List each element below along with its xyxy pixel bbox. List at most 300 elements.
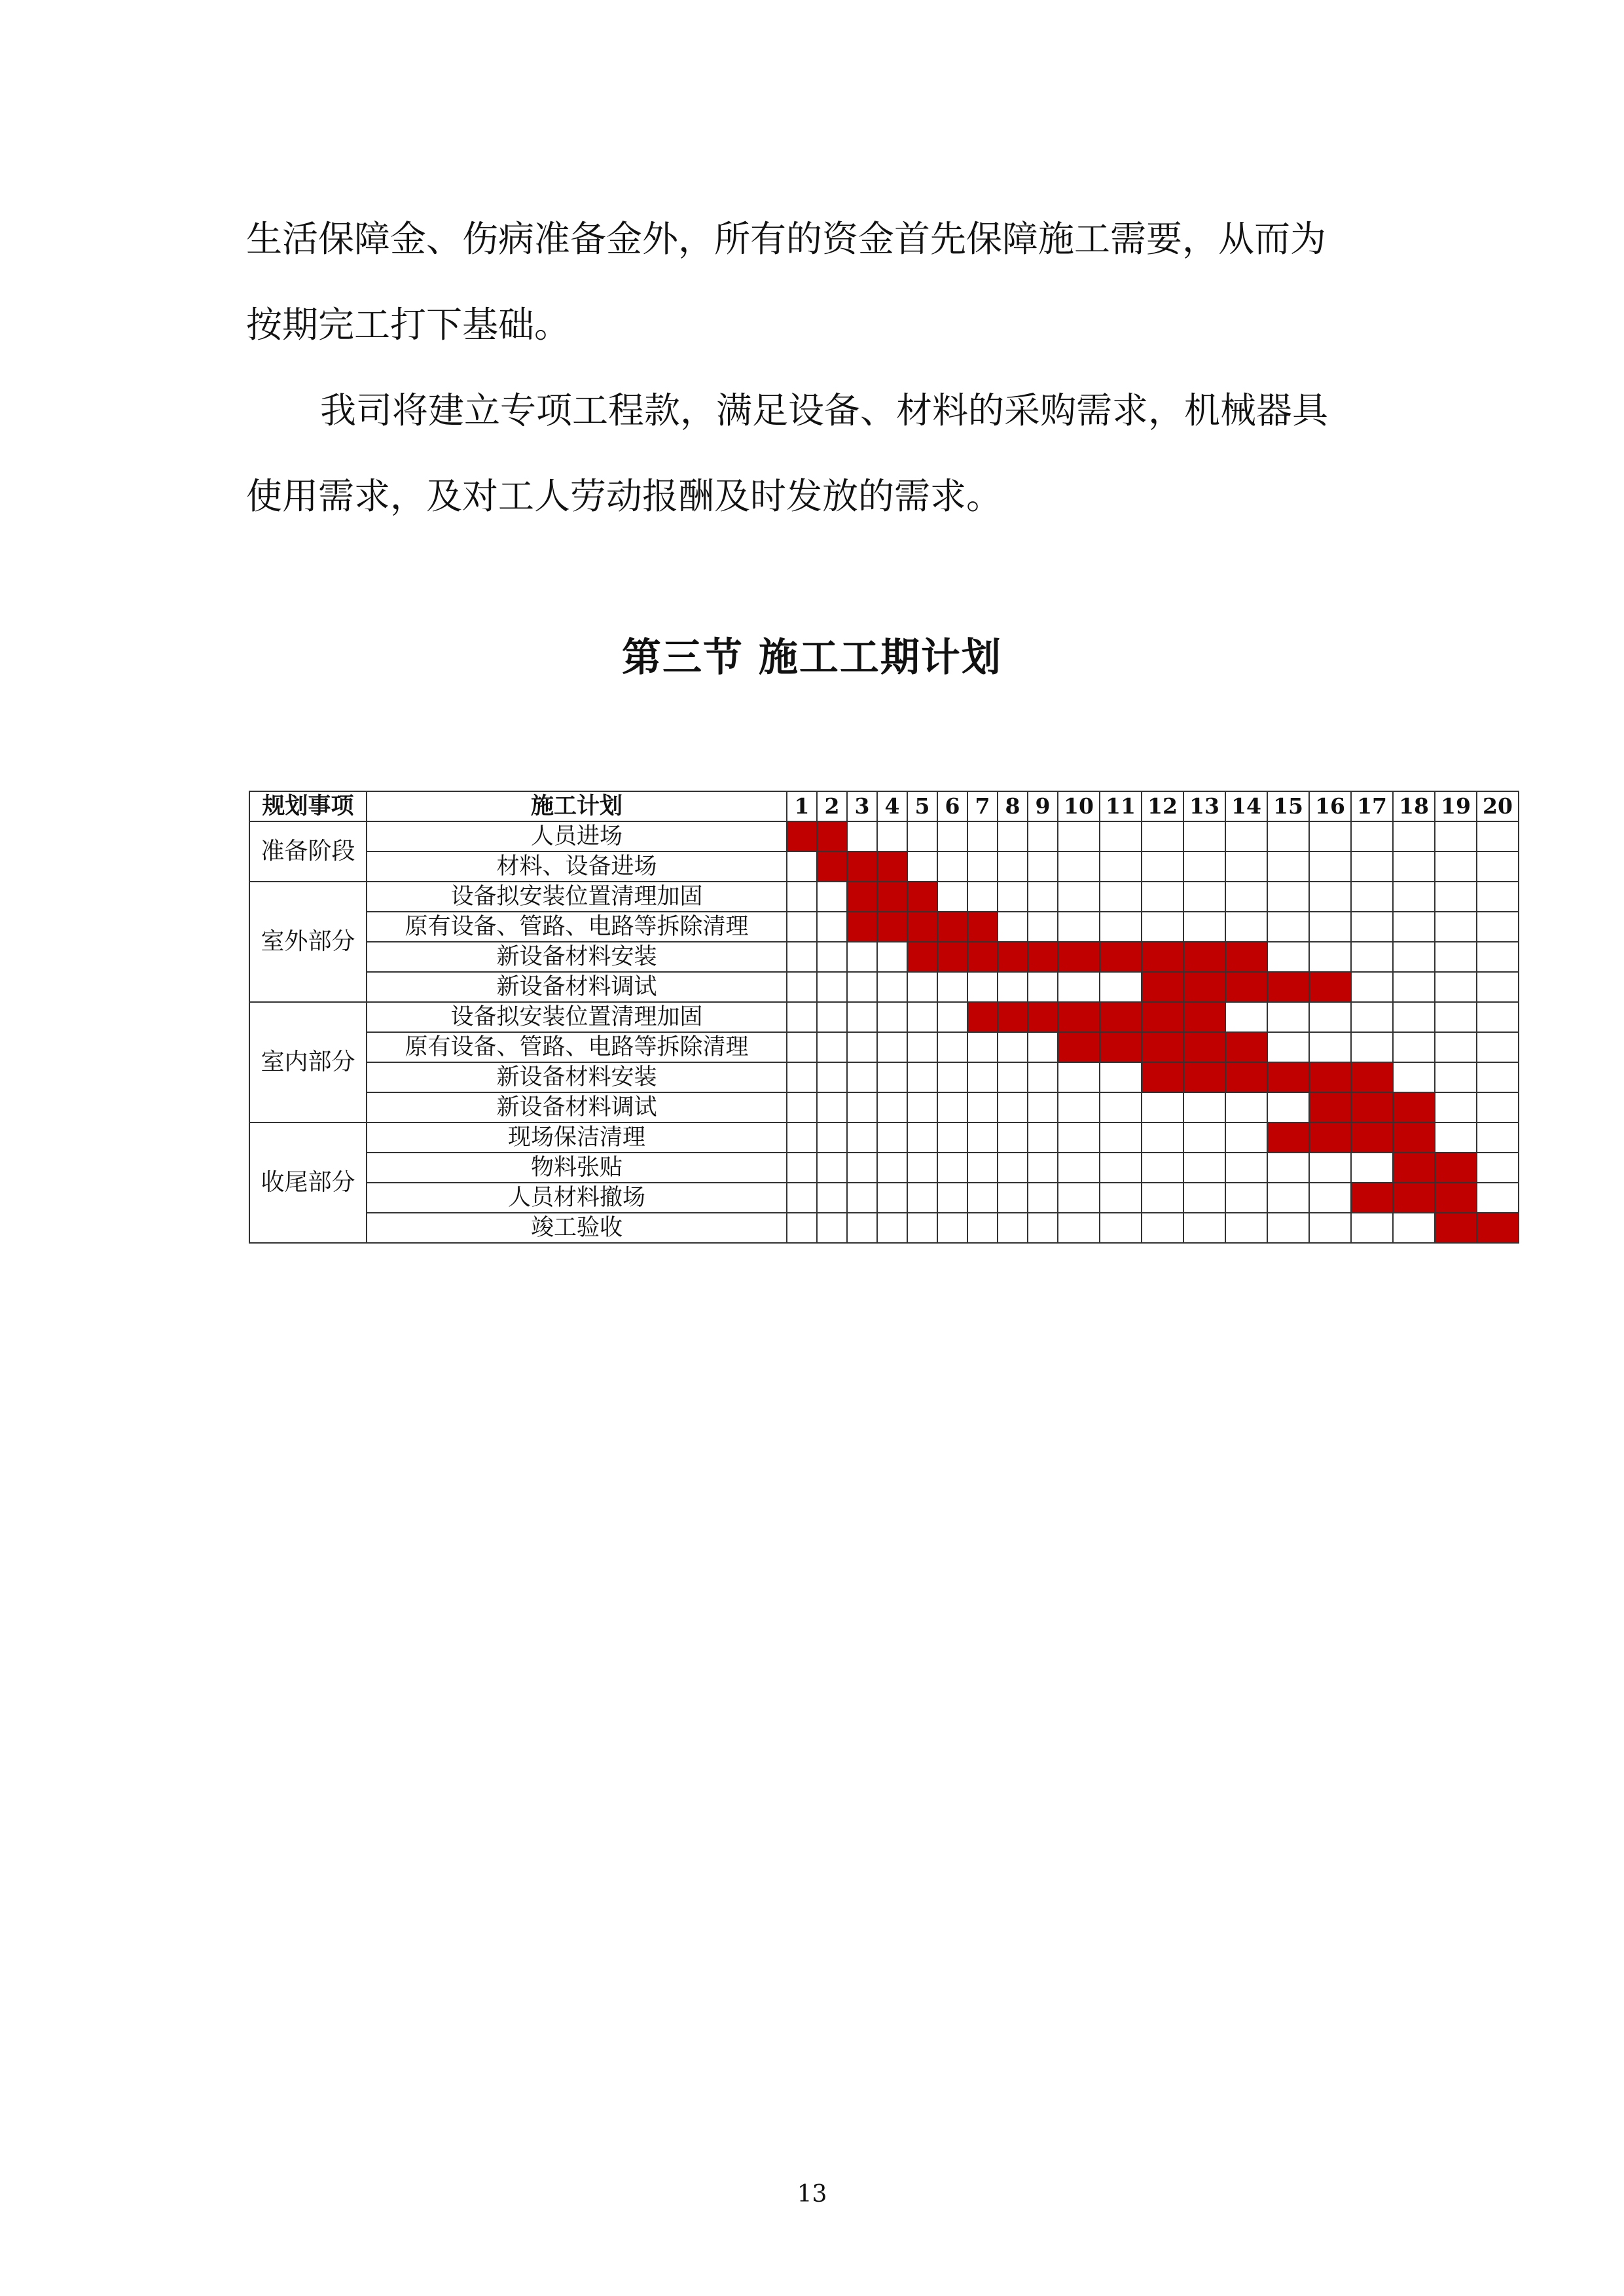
schedule-cell [787, 1092, 817, 1122]
schedule-cell-filled [1309, 1122, 1351, 1153]
header-task: 施工计划 [367, 791, 787, 821]
schedule-cell [937, 1153, 967, 1183]
schedule-cell [1309, 912, 1351, 942]
schedule-cell [1225, 821, 1267, 852]
schedule-cell [1267, 852, 1309, 882]
schedule-cell-filled [1351, 1122, 1393, 1153]
schedule-cell [967, 1153, 998, 1183]
schedule-cell [1225, 1153, 1267, 1183]
schedule-cell-filled [877, 852, 907, 882]
schedule-cell [1477, 972, 1519, 1002]
schedule-cell [1351, 912, 1393, 942]
schedule-cell [1477, 821, 1519, 852]
schedule-cell [967, 1183, 998, 1213]
table-row [249, 1002, 1519, 1032]
schedule-cell-filled [998, 1002, 1028, 1032]
schedule-cell [1477, 882, 1519, 912]
schedule-cell [1393, 1002, 1435, 1032]
schedule-cell [1351, 1213, 1393, 1243]
schedule-cell [1267, 942, 1309, 972]
schedule-cell [998, 1092, 1028, 1122]
schedule-cell [1183, 821, 1225, 852]
schedule-cell [1435, 882, 1477, 912]
table-row [249, 852, 1519, 882]
schedule-cell [817, 912, 847, 942]
schedule-cell-filled [1100, 1002, 1142, 1032]
schedule-cell [907, 1122, 937, 1153]
schedule-cell [847, 821, 877, 852]
schedule-cell [787, 972, 817, 1002]
schedule-cell-filled [1183, 972, 1225, 1002]
section-title: 第三节 施工工期计划 [622, 635, 1002, 681]
schedule-cell [1393, 942, 1435, 972]
schedule-cell [1267, 1183, 1309, 1213]
schedule-cell [1393, 972, 1435, 1002]
day-header-10: 10 [1058, 791, 1100, 821]
schedule-cell [1028, 882, 1058, 912]
schedule-cell [817, 1122, 847, 1153]
schedule-cell [1142, 1213, 1183, 1243]
schedule-cell [1435, 912, 1477, 942]
schedule-cell [1435, 1122, 1477, 1153]
schedule-cell [1225, 1002, 1267, 1032]
schedule-cell [1142, 882, 1183, 912]
schedule-cell [1393, 912, 1435, 942]
schedule-cell-filled [1309, 1062, 1351, 1092]
schedule-cell [998, 972, 1028, 1002]
schedule-cell-filled [817, 852, 847, 882]
schedule-cell-filled [1142, 942, 1183, 972]
schedule-cell [1435, 821, 1477, 852]
schedule-cell [937, 1183, 967, 1213]
schedule-cell [937, 972, 967, 1002]
schedule-cell [847, 1062, 877, 1092]
day-header-16: 16 [1309, 791, 1351, 821]
schedule-cell [907, 1183, 937, 1213]
schedule-cell-filled [1100, 942, 1142, 972]
schedule-cell [1028, 972, 1058, 1002]
schedule-cell-filled [1393, 1183, 1435, 1213]
schedule-cell-filled [1351, 1183, 1393, 1213]
task-label: 竣工验收 [367, 1213, 787, 1243]
schedule-cell [1267, 821, 1309, 852]
schedule-cell [1058, 821, 1100, 852]
schedule-cell [1058, 1092, 1100, 1122]
schedule-cell [1435, 1002, 1477, 1032]
schedule-cell [1351, 942, 1393, 972]
table-row [249, 1122, 1519, 1153]
schedule-cell [817, 1032, 847, 1062]
schedule-cell-filled [1477, 1213, 1519, 1243]
schedule-cell [1225, 1213, 1267, 1243]
day-header-2: 2 [817, 791, 847, 821]
schedule-cell [1351, 972, 1393, 1002]
day-header-4: 4 [877, 791, 907, 821]
schedule-cell [1309, 1183, 1351, 1213]
schedule-cell [1351, 1153, 1393, 1183]
day-header-1: 1 [787, 791, 817, 821]
schedule-cell [907, 1092, 937, 1122]
schedule-cell [1477, 1092, 1519, 1122]
schedule-cell [1183, 1122, 1225, 1153]
schedule-cell [1351, 882, 1393, 912]
schedule-cell-filled [1183, 1062, 1225, 1092]
schedule-cell [998, 852, 1028, 882]
schedule-cell [907, 1002, 937, 1032]
schedule-cell [787, 1032, 817, 1062]
schedule-cell-filled [1225, 1032, 1267, 1062]
schedule-cell-filled [1267, 1122, 1309, 1153]
schedule-cell-filled [1435, 1153, 1477, 1183]
schedule-cell [847, 1153, 877, 1183]
schedule-cell [1477, 1032, 1519, 1062]
schedule-cell [1142, 1092, 1183, 1122]
schedule-cell [847, 942, 877, 972]
schedule-cell [877, 1032, 907, 1062]
schedule-cell [1028, 1122, 1058, 1153]
schedule-cell [907, 1153, 937, 1183]
schedule-cell [1058, 1062, 1100, 1092]
day-header-14: 14 [1225, 791, 1267, 821]
schedule-cell-filled [907, 942, 937, 972]
schedule-cell [1477, 1002, 1519, 1032]
day-header-7: 7 [967, 791, 998, 821]
schedule-cell-filled [1351, 1092, 1393, 1122]
schedule-cell [1309, 1153, 1351, 1183]
schedule-cell [967, 852, 998, 882]
schedule-cell [877, 821, 907, 852]
schedule-cell [787, 942, 817, 972]
schedule-cell [1142, 1183, 1183, 1213]
schedule-cell-filled [1183, 1002, 1225, 1032]
schedule-cell [877, 1062, 907, 1092]
schedule-cell-filled [847, 912, 877, 942]
day-header-15: 15 [1267, 791, 1309, 821]
day-header-8: 8 [998, 791, 1028, 821]
schedule-cell-filled [1028, 1002, 1058, 1032]
schedule-cell-filled [1225, 972, 1267, 1002]
schedule-cell-filled [1393, 1153, 1435, 1183]
table-row [249, 1032, 1519, 1062]
schedule-cell-filled [907, 912, 937, 942]
schedule-cell [1028, 1183, 1058, 1213]
schedule-cell [1028, 1032, 1058, 1062]
schedule-cell [1267, 1002, 1309, 1032]
schedule-cell [1309, 852, 1351, 882]
schedule-cell [817, 1153, 847, 1183]
schedule-cell [1100, 1183, 1142, 1213]
task-label: 原有设备、管路、电路等拆除清理 [367, 912, 787, 942]
schedule-cell-filled [967, 912, 998, 942]
schedule-cell [817, 882, 847, 912]
schedule-cell [967, 1122, 998, 1153]
schedule-cell [877, 1002, 907, 1032]
schedule-cell [787, 852, 817, 882]
schedule-cell-filled [1058, 942, 1100, 972]
day-header-11: 11 [1100, 791, 1142, 821]
schedule-cell-filled [1183, 1032, 1225, 1062]
schedule-cell [967, 882, 998, 912]
schedule-cell [847, 972, 877, 1002]
schedule-cell [1225, 912, 1267, 942]
task-label: 新设备材料安装 [367, 942, 787, 972]
schedule-cell [1225, 1092, 1267, 1122]
schedule-cell [1028, 1062, 1058, 1092]
schedule-cell [998, 1213, 1028, 1243]
schedule-cell [1100, 1122, 1142, 1153]
schedule-cell [967, 972, 998, 1002]
schedule-cell [1351, 1002, 1393, 1032]
schedule-cell [1477, 1183, 1519, 1213]
schedule-cell-filled [1028, 942, 1058, 972]
table-row [249, 1153, 1519, 1183]
schedule-cell [1183, 1153, 1225, 1183]
day-header-17: 17 [1351, 791, 1393, 821]
schedule-cell [1309, 1213, 1351, 1243]
schedule-cell [817, 1213, 847, 1243]
phase-label: 收尾部分 [249, 1122, 367, 1243]
schedule-cell [937, 1062, 967, 1092]
schedule-cell [1393, 1062, 1435, 1092]
table-row [249, 1183, 1519, 1213]
schedule-cell [907, 821, 937, 852]
gantt-header-row [249, 791, 1519, 821]
schedule-cell [1309, 1002, 1351, 1032]
schedule-cell [1351, 821, 1393, 852]
schedule-cell [1477, 942, 1519, 972]
day-header-19: 19 [1435, 791, 1477, 821]
schedule-cell-filled [817, 821, 847, 852]
schedule-cell-filled [1142, 1032, 1183, 1062]
schedule-cell [907, 852, 937, 882]
schedule-cell [1435, 1062, 1477, 1092]
schedule-cell [998, 821, 1028, 852]
task-label: 设备拟安装位置清理加固 [367, 882, 787, 912]
schedule-cell-filled [1058, 1002, 1100, 1032]
schedule-cell [877, 1092, 907, 1122]
schedule-cell [1058, 1153, 1100, 1183]
schedule-cell [1142, 912, 1183, 942]
schedule-cell [877, 1183, 907, 1213]
schedule-cell [1267, 1213, 1309, 1243]
schedule-cell [1142, 1122, 1183, 1153]
header-category: 规划事项 [249, 791, 367, 821]
task-label: 设备拟安装位置清理加固 [367, 1002, 787, 1032]
schedule-cell [877, 942, 907, 972]
schedule-cell [998, 1153, 1028, 1183]
task-label: 新设备材料安装 [367, 1062, 787, 1092]
schedule-cell [937, 1213, 967, 1243]
schedule-cell [1058, 1213, 1100, 1243]
table-row [249, 942, 1519, 972]
schedule-cell [1100, 1153, 1142, 1183]
schedule-cell [998, 882, 1028, 912]
schedule-cell [877, 1213, 907, 1243]
schedule-cell-filled [1058, 1032, 1100, 1062]
schedule-cell [1058, 1122, 1100, 1153]
schedule-cell [817, 942, 847, 972]
schedule-cell-filled [1435, 1183, 1477, 1213]
table-row [249, 972, 1519, 1002]
schedule-cell [1183, 912, 1225, 942]
schedule-cell [1100, 1092, 1142, 1122]
schedule-cell [1267, 1092, 1309, 1122]
schedule-cell [1058, 852, 1100, 882]
task-label: 现场保洁清理 [367, 1122, 787, 1153]
schedule-cell [1183, 852, 1225, 882]
schedule-cell-filled [787, 821, 817, 852]
schedule-cell [1309, 1032, 1351, 1062]
schedule-cell-filled [1267, 972, 1309, 1002]
task-label: 材料、设备进场 [367, 852, 787, 882]
body-paragraph-line-1: 生活保障金、伤病准备金外，所有的资金首先保障施工需要，从而为 [246, 218, 1327, 260]
schedule-cell [1183, 1213, 1225, 1243]
table-row [249, 1062, 1519, 1092]
schedule-cell-filled [1142, 1062, 1183, 1092]
schedule-cell [817, 1002, 847, 1032]
schedule-cell [1100, 1062, 1142, 1092]
schedule-cell [967, 1092, 998, 1122]
schedule-cell-filled [907, 882, 937, 912]
schedule-cell [1477, 1122, 1519, 1153]
schedule-cell [847, 1122, 877, 1153]
schedule-cell [1058, 972, 1100, 1002]
schedule-cell [1393, 882, 1435, 912]
schedule-cell-filled [1225, 942, 1267, 972]
schedule-cell [1100, 882, 1142, 912]
schedule-cell [937, 1032, 967, 1062]
schedule-cell [937, 1092, 967, 1122]
schedule-cell-filled [1225, 1062, 1267, 1092]
schedule-cell [1100, 972, 1142, 1002]
task-label: 人员材料撤场 [367, 1183, 787, 1213]
schedule-cell [787, 1153, 817, 1183]
schedule-cell [967, 1062, 998, 1092]
phase-label: 室外部分 [249, 882, 367, 1002]
schedule-cell [1028, 852, 1058, 882]
schedule-cell [1477, 912, 1519, 942]
page-number: 13 [797, 2181, 827, 2208]
schedule-cell [1142, 852, 1183, 882]
schedule-cell-filled [877, 912, 907, 942]
schedule-cell-filled [937, 912, 967, 942]
schedule-cell-filled [1142, 972, 1183, 1002]
schedule-cell-filled [1351, 1062, 1393, 1092]
schedule-cell [1393, 852, 1435, 882]
day-header-3: 3 [847, 791, 877, 821]
schedule-cell [967, 821, 998, 852]
task-label: 原有设备、管路、电路等拆除清理 [367, 1032, 787, 1062]
schedule-cell [907, 1032, 937, 1062]
schedule-cell [937, 1002, 967, 1032]
schedule-cell [998, 1122, 1028, 1153]
schedule-cell [1435, 942, 1477, 972]
schedule-cell [1028, 821, 1058, 852]
schedule-cell [937, 882, 967, 912]
table-row [249, 1213, 1519, 1243]
schedule-cell [1225, 1122, 1267, 1153]
schedule-cell [1225, 882, 1267, 912]
schedule-cell [1225, 852, 1267, 882]
schedule-cell [1028, 1153, 1058, 1183]
schedule-cell [1267, 1032, 1309, 1062]
schedule-cell [1183, 882, 1225, 912]
schedule-cell [877, 1153, 907, 1183]
body-paragraph-line-4: 使用需求，及对工人劳动报酬及时发放的需求。 [246, 475, 1003, 517]
schedule-cell [998, 1032, 1028, 1062]
day-header-5: 5 [907, 791, 937, 821]
schedule-cell [907, 972, 937, 1002]
schedule-cell [1142, 821, 1183, 852]
schedule-cell [1058, 912, 1100, 942]
schedule-cell [1267, 912, 1309, 942]
schedule-cell [847, 1032, 877, 1062]
schedule-cell-filled [1267, 1062, 1309, 1092]
schedule-cell [1351, 1032, 1393, 1062]
schedule-cell [787, 1002, 817, 1032]
table-row [249, 882, 1519, 912]
schedule-cell-filled [1100, 1032, 1142, 1062]
schedule-cell [1058, 882, 1100, 912]
schedule-cell [998, 1183, 1028, 1213]
schedule-cell [1028, 912, 1058, 942]
schedule-cell [907, 1213, 937, 1243]
day-header-12: 12 [1142, 791, 1183, 821]
schedule-cell [1267, 882, 1309, 912]
schedule-cell [787, 1122, 817, 1153]
schedule-cell-filled [967, 1002, 998, 1032]
day-header-13: 13 [1183, 791, 1225, 821]
day-header-20: 20 [1477, 791, 1519, 821]
schedule-cell [847, 1213, 877, 1243]
day-header-18: 18 [1393, 791, 1435, 821]
schedule-cell [1267, 1153, 1309, 1183]
schedule-cell [1142, 1153, 1183, 1183]
schedule-cell [817, 972, 847, 1002]
schedule-cell [1058, 1183, 1100, 1213]
body-paragraph-line-3: 我司将建立专项工程款，满足设备、材料的采购需求，机械器具 [320, 389, 1329, 431]
day-header-9: 9 [1028, 791, 1058, 821]
schedule-cell [967, 1032, 998, 1062]
schedule-cell [907, 1062, 937, 1092]
body-paragraph-line-2: 按期完工打下基础。 [246, 304, 571, 346]
schedule-cell [1435, 852, 1477, 882]
schedule-cell [1028, 1092, 1058, 1122]
schedule-cell [1309, 882, 1351, 912]
schedule-cell [1477, 852, 1519, 882]
schedule-cell [1309, 942, 1351, 972]
table-row [249, 1092, 1519, 1122]
schedule-cell [1477, 1062, 1519, 1092]
schedule-cell [847, 1092, 877, 1122]
schedule-cell-filled [877, 882, 907, 912]
schedule-cell-filled [937, 942, 967, 972]
schedule-cell-filled [847, 852, 877, 882]
schedule-cell [1183, 1183, 1225, 1213]
schedule-cell [787, 882, 817, 912]
schedule-cell [1309, 821, 1351, 852]
schedule-cell-filled [1183, 942, 1225, 972]
table-row [249, 912, 1519, 942]
schedule-cell-filled [1142, 1002, 1183, 1032]
schedule-cell [1393, 1213, 1435, 1243]
schedule-cell [847, 1183, 877, 1213]
schedule-cell-filled [1309, 972, 1351, 1002]
schedule-cell [877, 972, 907, 1002]
schedule-cell [1225, 1183, 1267, 1213]
schedule-cell [1477, 1153, 1519, 1183]
task-label: 人员进场 [367, 821, 787, 852]
